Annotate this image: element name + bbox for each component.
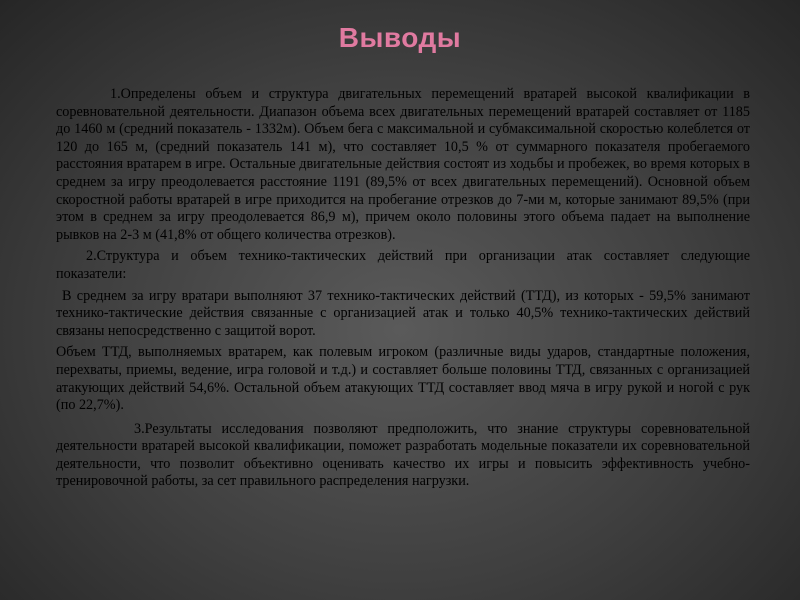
paragraph-conclusion-1: 1.Определены объем и структура двигательных перемещений вратарей высокой квалификации в соревновательной деятельности. Диапазон объема всех двигательных перемещений вратарей составляет от 1185 до 1460 м (средний показатель - 1332м). Объем бега с максимальной и субмаксимальной скоростью колеблется от 120 до 165 м, (средний показатель 141 м), что составляет 10,5 % от суммарного показателя пробегаемого расстояния вратарем в игре. Остальные двигательные действия состоят из ходьбы и пробежек, во время которых в среднем за игру преодолевается расстояние 1191 (89,5% от всех двигательных перемещений). Основной объем скоростной работы вратарей в игре приходится на пробегание отрезков до 7-ми м, которые занимают 89,5% (при этом в среднем за игру преодолевается 86,9 м), причем около половины этого объема падает на выполнение рывков на 2-3 м (41,8% от общего количества отрезков). xyxy=(56,86,750,243)
paragraph-conclusion-3: 3.Результаты исследования позволяют предположить, что знание структуры соревновательной деятельности вратарей высокой квалификации, поможет разработать модельные показатели их соревновательной деятельности, что позволит объективно оценивать качество их игры и повысить эффективность учебно-тренировочной работы, за сет правильного распределения нагрузки. xyxy=(56,420,750,490)
slide-body xyxy=(56,86,750,495)
paragraph-conclusion-2: 2.Структура и объем технико-тактических действий при организации атак составляет следующие показатели: xyxy=(56,248,750,282)
paragraph-ttd-average: В среднем за игру вратари выполняют 37 технико-тактических действий (ТТД), из которых - 59,5% занимают технико-тактические действия связанные с организацией атак и только 40,5% технико-тактических действий связаны непосредственно с защитой ворот. xyxy=(56,287,750,339)
slide-title: Выводы xyxy=(338,22,462,53)
paragraph-ttd-volume: Объем ТТД, выполняемых вратарем, как полевым игроком (различные виды ударов, стандартные положения, перехваты, приемы, ведение, игра головой и т.д.) и составляет больше половины ТТД, связанных с организацией атакующих действий 54,6%. Остальной объем атакующих ТТД составляет ввод мяча в игру рукой и ногой с рук (по 22,7%). xyxy=(56,344,750,414)
